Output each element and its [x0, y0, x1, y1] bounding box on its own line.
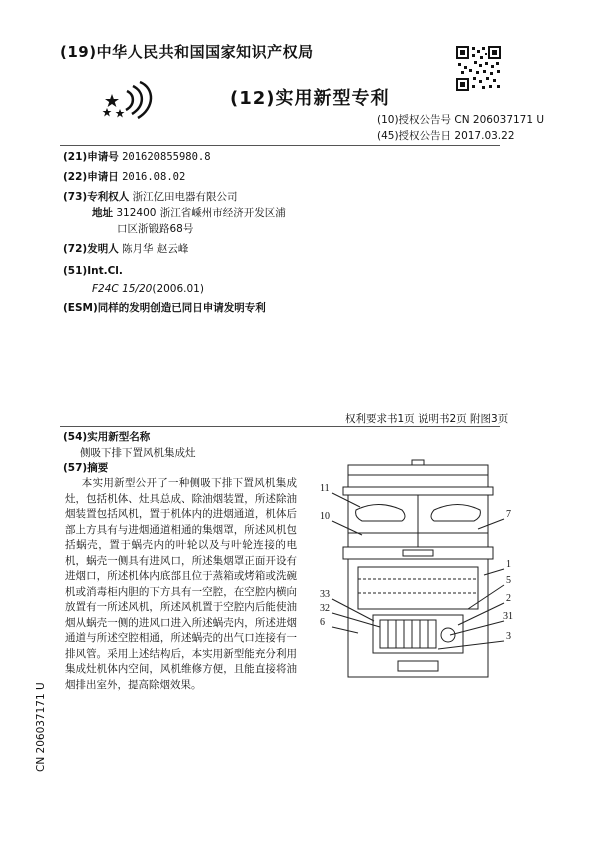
patentee — [63, 190, 238, 204]
callout-31: 31 — [503, 611, 513, 622]
utility-model-title: 侧吸下排下置风机集成灶 — [80, 447, 196, 459]
page-counts: 权利要求书1页 说明书2页 附图3页 — [345, 413, 509, 425]
inventors — [63, 242, 188, 256]
callout-11: 11 — [320, 483, 330, 494]
address-line-2: 口区浙锻路68号 — [117, 223, 194, 235]
title-label: (54)实用新型名称 — [63, 431, 151, 443]
abstract-label: (57)摘要 — [63, 462, 109, 474]
callout-1: 1 — [506, 559, 511, 570]
cooktop-panel — [343, 547, 493, 559]
application-number-label: (21)申请号 — [63, 151, 119, 163]
patentee-value: 浙江亿田电器有限公司 — [132, 191, 238, 203]
ipc-version: (2006.01) — [152, 283, 204, 295]
abstract-divider — [60, 426, 500, 427]
application-number — [63, 150, 211, 164]
abstract — [65, 476, 297, 693]
callout-32: 32 — [320, 603, 330, 614]
oven-cavity — [358, 567, 478, 609]
fume-hood — [348, 465, 488, 487]
patent-office-name: (19)中华人民共和国国家知识产权局 — [60, 43, 314, 61]
patentee-label: (73)专利权人 — [63, 191, 130, 203]
inventors-value: 陈月华 赵云峰 — [122, 243, 189, 255]
ipc-code: F24C 15/20 — [92, 283, 153, 295]
header-divider — [60, 145, 500, 146]
left-fan-housing — [356, 505, 405, 522]
callout-7: 7 — [506, 509, 511, 520]
application-number-value: 201620855980.8 — [122, 151, 211, 163]
publication-number: (10)授权公告号 CN 206037171 U — [377, 114, 545, 126]
application-date-label: (22)申请日 — [63, 171, 119, 183]
callout-3: 3 — [506, 631, 511, 642]
side-patent-code-text: CN 206037171 U — [35, 682, 47, 772]
exhaust-cap — [412, 460, 424, 465]
application-date — [63, 170, 185, 184]
abstract-figure — [318, 455, 518, 695]
callout-33: 33 — [320, 589, 330, 600]
application-date-value: 2016.08.02 — [122, 171, 186, 183]
qr-code — [455, 45, 502, 92]
address — [92, 206, 286, 220]
esm-note: (ESM)同样的发明创造已同日申请发明专利 — [63, 302, 266, 314]
document-type: (12)实用新型专利 — [230, 88, 390, 109]
ipc-label: (51)Int.Cl. — [63, 265, 123, 277]
callout-6: 6 — [320, 617, 325, 628]
inventors-label: (72)发明人 — [63, 243, 119, 255]
right-fan-housing — [431, 505, 480, 522]
callout-2: 2 — [506, 593, 511, 604]
sipo-logo — [100, 78, 158, 122]
side-patent-code — [17, 640, 57, 780]
address-label: 地址 — [92, 207, 113, 219]
ipc-classification — [92, 282, 204, 296]
callout-5: 5 — [506, 575, 511, 586]
address-line-1: 312400 浙江省嵊州市经济开发区浦 — [116, 207, 286, 219]
exhaust-outlet — [398, 661, 438, 671]
abstract-text: 本实用新型公开了一种侧吸下排下置风机集成灶，包括机体、灶具总成、除油烟装置，所述除油烟装置包括风机，置于机体内的进烟通道，机体后部上方具有与进烟通道相通的集烟罩，所述风机包括蜗壳，置于蜗壳内的叶轮以及与叶轮连接的电机，蜗壳一侧具有进风口，所述集烟罩正面开设有进烟口，所述机体内底部且位于蒸箱或烤箱或洗碗机或消毒柜内胆的下方具有一空腔，在空腔内横向放置有一所述风机，所述风机置于空腔内后能使油烟从蜗壳一侧的进风口进入所述蜗壳内，所述进烟通道与所述空腔相通，所述蜗壳的出气口连接有一排风管。采用上述结构后，本实用新型能充分利用集成灶机体内空间，风机维修方便，且能直接将油烟排出室外，提高除烟效果。 — [65, 477, 297, 691]
publication-date: (45)授权公告日 2017.03.22 — [377, 130, 515, 142]
blower-motor — [441, 628, 455, 642]
callout-10: 10 — [320, 511, 330, 522]
